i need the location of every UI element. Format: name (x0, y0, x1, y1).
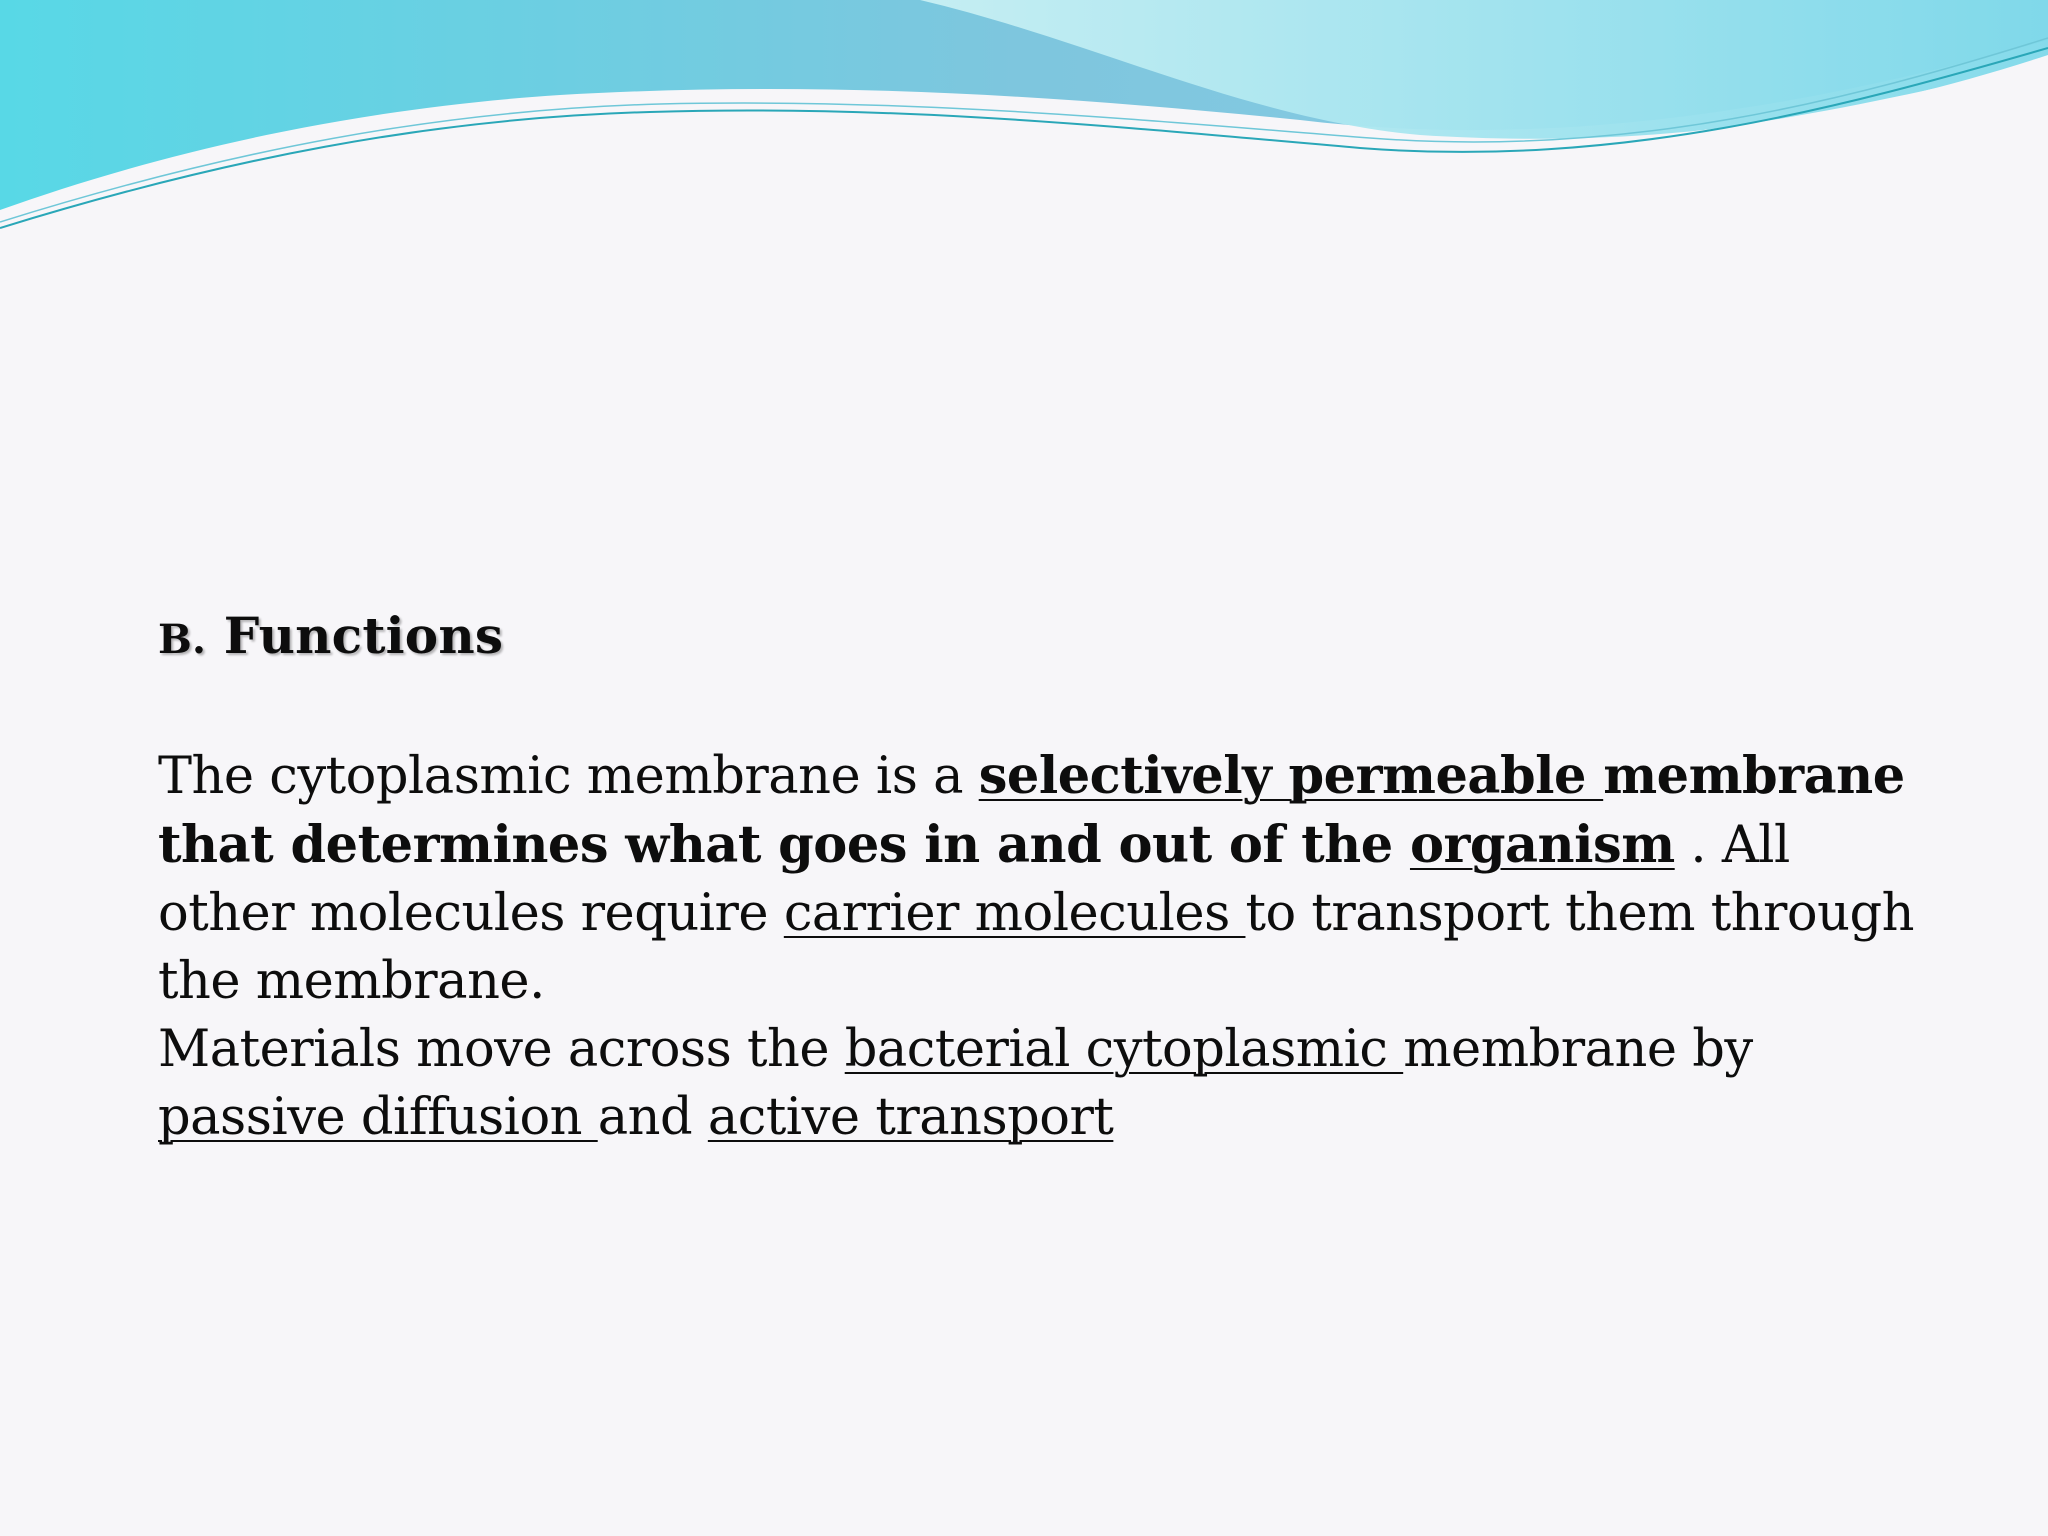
carrier-molecules-link[interactable]: carrier molecules (783, 884, 1246, 943)
slide-content (158, 598, 1938, 1152)
p1-text-2: . All other molecules require (158, 816, 1790, 943)
active-transport-link[interactable]: active transport (707, 1088, 1114, 1147)
section-title: Functions (223, 606, 504, 665)
p1-text-3: to transport them through the membrane. (158, 884, 1914, 1011)
organism-link[interactable]: organism (1409, 815, 1675, 875)
p2-text-3: and (597, 1088, 708, 1147)
decorative-wave-header (0, 0, 2048, 240)
body-text (158, 742, 1938, 1152)
passive-diffusion-link[interactable]: passive diffusion (158, 1088, 598, 1147)
p2-text-2: membrane by (1403, 1020, 1753, 1079)
bacterial-cytoplasmic-link[interactable]: bacterial cytoplasmic (844, 1020, 1404, 1079)
selectively-permeable-link[interactable]: selectively permeable (978, 746, 1604, 806)
p1-bold-text: membrane that determines what goes in and out of the (158, 746, 1905, 875)
section-heading (158, 598, 1938, 678)
p2-text-1: Materials move across the (158, 1020, 845, 1079)
p1-text-1: The cytoplasmic membrane is a (158, 747, 979, 806)
section-letter: B. (158, 616, 207, 663)
